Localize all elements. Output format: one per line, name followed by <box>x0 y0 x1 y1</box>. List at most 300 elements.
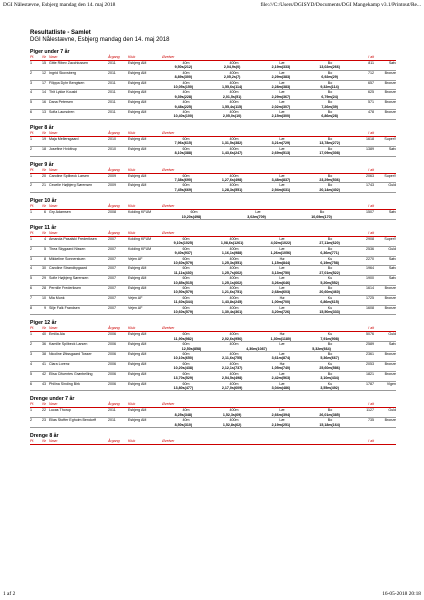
event-name: 60m <box>182 183 190 188</box>
event-result: 10,05s(150) <box>173 85 194 90</box>
total-points: 1614 <box>366 286 374 290</box>
col-klub: Klub <box>128 438 136 443</box>
medal-mark: Sølv <box>388 342 396 347</box>
row-results-line <box>30 310 396 314</box>
birth-year: 2011 <box>108 90 116 95</box>
event-result: 13,80s(477) <box>173 385 194 390</box>
birth-year: 2007 <box>108 256 116 261</box>
col-nr: Nr <box>42 326 46 331</box>
total-points: 811 <box>368 61 374 65</box>
row-indent <box>30 376 159 380</box>
event-result: 10,40s(100) <box>173 114 194 119</box>
athlete-name: Elias Stoffer Egholm Bendorff <box>49 418 97 423</box>
total-points: 712 <box>368 70 374 75</box>
event-result: 13,78m(272) <box>319 141 340 146</box>
row-results-line <box>30 413 396 417</box>
event-name: Ku <box>327 361 333 366</box>
bib-number: 28 <box>42 286 46 290</box>
event-result: 2,12,1s(737) <box>221 366 243 371</box>
col-points: I alt <box>368 326 374 331</box>
row-results-line <box>30 366 396 370</box>
event-name: Bo <box>327 408 333 413</box>
bib-number: 40 <box>42 332 46 337</box>
table-row <box>30 382 396 392</box>
col-ar: Årgang <box>108 438 120 443</box>
col-nr: Nr <box>42 167 46 172</box>
medal-mark: Bronze <box>384 70 396 75</box>
bib-number: 13 <box>42 110 46 115</box>
event-name: Hø <box>279 332 285 337</box>
athlete-name: Amanda Pasalski Frederiksen <box>49 236 97 241</box>
club-name: Vejen AF <box>128 295 143 300</box>
event-name: Ku <box>327 256 333 261</box>
row-results-line <box>30 423 396 427</box>
page-subtitle: DGI Nålestævne, Esbjerg mandag den 14. maj 2018 <box>30 37 170 43</box>
col-ovelser: Øvelser <box>162 438 175 443</box>
col-mark <box>374 402 396 407</box>
row-indent <box>30 347 159 351</box>
col-ar: Årgang <box>108 55 120 59</box>
event-name: Bo <box>327 342 333 347</box>
event-result: 1,15m(844) <box>271 260 291 265</box>
total-points: 2063 <box>366 173 374 178</box>
row-indent <box>30 241 159 245</box>
club-name: Esbjerg AM <box>128 418 147 423</box>
row-results-line <box>30 356 396 360</box>
row-indent <box>30 271 159 275</box>
row-tail <box>354 65 396 69</box>
event-result: 1,27,6s(498) <box>221 177 243 182</box>
bib-number: 36 <box>42 342 46 347</box>
placement: 4 <box>30 361 32 366</box>
medal-mark: Super!! <box>384 136 396 141</box>
row-results-line <box>30 347 396 351</box>
medal-mark: Sølv <box>388 276 396 281</box>
col-ar: Årgang <box>108 402 120 407</box>
col-ar: Årgang <box>108 230 120 235</box>
event-result: 2,19m(333) <box>271 65 291 70</box>
placement: 2 <box>30 342 32 347</box>
placement: 4 <box>30 266 32 271</box>
row-results-line <box>30 65 396 69</box>
event-result: 1,00m(700) <box>271 300 291 305</box>
table-row <box>30 332 396 342</box>
event-name: 60m <box>182 256 190 261</box>
birth-year: 2007 <box>108 286 116 290</box>
event-result: 10,50s(579) <box>173 290 194 295</box>
athlete-name: Gitte Ribev Zacchiussen <box>49 61 88 65</box>
row-tail <box>354 114 396 118</box>
placement: 1 <box>30 61 32 65</box>
total-points: 2270 <box>366 256 374 261</box>
event-name: 400m <box>229 80 239 85</box>
event-result: 6,86m(28) <box>321 114 338 119</box>
athlete-name: Filippa Dyhr Bengtsen <box>49 80 85 85</box>
club-name: Esbjerg AM <box>128 110 147 115</box>
total-points: 1964 <box>366 266 374 271</box>
section-title: Piger 8 år <box>30 124 54 131</box>
row-indent <box>30 413 159 417</box>
birth-year: 2007 <box>108 266 116 271</box>
print-header <box>3 2 421 8</box>
event-name: Ku <box>327 381 333 386</box>
col-points: I alt <box>368 167 374 172</box>
row-results-line <box>30 141 396 145</box>
row-results-line <box>30 290 396 294</box>
bib-number: 19 <box>42 136 46 141</box>
event-name: Ku <box>327 276 333 281</box>
col-navn: Navn <box>49 402 58 407</box>
col-klub: Klub <box>128 167 136 172</box>
total-points: 1725 <box>366 295 374 300</box>
club-name: Esbjerg AM <box>128 332 147 337</box>
table-row <box>30 90 396 100</box>
event-result: 2,05,0s(10) <box>222 114 242 119</box>
event-name: Læ <box>279 246 285 251</box>
event-name: Bo <box>327 286 333 290</box>
medal-mark: Sølv <box>388 61 396 65</box>
event-name: 40m <box>182 408 190 413</box>
row-tail <box>354 290 396 294</box>
document-body <box>30 30 396 445</box>
event-result: 8,10s(388) <box>174 151 193 156</box>
event-name: Bo <box>327 183 333 188</box>
bib-number: 9 <box>44 305 46 310</box>
col-mark <box>374 168 396 173</box>
event-name: 400m <box>229 381 239 386</box>
event-name: 60m <box>182 342 190 347</box>
medal-mark: Bronze <box>384 361 396 366</box>
event-name: 400m <box>229 418 239 423</box>
event-result: 2,02m(307) <box>271 104 291 109</box>
col-klub: Klub <box>128 130 136 135</box>
event-name: Hø <box>279 361 285 366</box>
total-points: 1507 <box>366 210 374 215</box>
event-result: 2,01,5s(51) <box>222 94 242 99</box>
event-result: 1,31,5s(382) <box>221 141 243 146</box>
col-ovelser: Øvelser <box>162 230 175 235</box>
event-result: 3,48m(837) <box>271 177 291 182</box>
birth-year: 2010 <box>108 136 116 141</box>
event-name: Læ <box>279 236 285 241</box>
col-ovelser: Øvelser <box>162 167 175 172</box>
event-name: 400m <box>229 295 239 300</box>
athlete-name: Gry Adamsen <box>49 210 71 215</box>
athlete-name: Sofia Laursdren <box>49 110 75 115</box>
athlete-name: Caroline Strandbygaard <box>49 266 87 271</box>
row-tail <box>354 366 396 370</box>
placement: 1 <box>30 332 32 337</box>
row-results-line <box>30 95 396 99</box>
event-result: 3,10m(434) <box>320 376 339 381</box>
club-name: Esbjerg AM <box>128 70 147 75</box>
athlete-name: Mia Munk <box>49 295 65 300</box>
event-result: 3,13m(750) <box>271 270 291 275</box>
placement: 2 <box>30 146 32 151</box>
table-row <box>30 210 396 220</box>
event-name: 40m <box>182 100 190 105</box>
athlete-name: Elisa Cifuentes Grønbelling <box>49 371 93 376</box>
club-name: Kolding KFUM <box>128 210 152 215</box>
event-name: 400m <box>229 70 239 75</box>
print-header-right: file:///C:/Users/DGISYD/Documents/DGI Mangekamp v3.1/Printout/Re... <box>260 2 421 8</box>
col-ar: Årgang <box>108 130 120 135</box>
bib-number: 12 <box>42 70 46 75</box>
table-row <box>30 296 396 306</box>
birth-year: 2009 <box>108 173 116 178</box>
page-number: 1 af 2 <box>3 591 16 597</box>
row-indent <box>30 310 159 314</box>
club-name: Esbjerg AM <box>128 100 147 105</box>
placement: 2 <box>30 418 32 423</box>
row-tail <box>354 281 396 285</box>
club-name: Esbjerg AM <box>128 371 147 376</box>
row-tail <box>354 141 396 145</box>
bib-number: 30 <box>42 266 46 271</box>
event-name: Bo <box>327 418 333 423</box>
event-result: 3,20m(726) <box>271 310 291 315</box>
bib-number: 29 <box>42 276 46 281</box>
event-name: Ku <box>327 332 333 337</box>
event-name: Læ <box>279 276 285 281</box>
event-name: 400m <box>229 276 239 281</box>
event-result: 9,40s(937) <box>174 251 193 256</box>
placement: 6 <box>30 381 32 386</box>
col-points: I alt <box>368 130 374 135</box>
total-points: 571 <box>368 100 374 105</box>
col-navn: Navn <box>49 130 58 135</box>
bib-number: 22 <box>42 408 46 413</box>
table-row <box>30 247 396 257</box>
row-tail <box>354 413 396 417</box>
event-result: 9,39s(228) <box>174 94 193 99</box>
event-name: Læ <box>279 342 285 347</box>
col-mark <box>374 204 396 209</box>
column-header <box>30 439 396 445</box>
medal-mark: Sølv <box>388 266 396 271</box>
event-name: 60m <box>190 210 198 215</box>
bib-number: 8 <box>44 256 46 261</box>
row-indent <box>30 75 159 79</box>
club-name: Esbjerg AM <box>128 361 147 366</box>
col-nr: Nr <box>42 402 46 407</box>
athlete-name: Pernille Frederiksen <box>49 286 81 290</box>
club-name: Esbjerg AM <box>128 381 147 386</box>
row-tail <box>354 188 396 192</box>
event-name: 60m <box>182 295 190 300</box>
row-tail <box>354 386 396 390</box>
birth-year: 2011 <box>108 110 116 115</box>
table-row <box>30 81 396 91</box>
event-name: 400m <box>229 286 239 290</box>
event-result: 27,11m(620) <box>319 241 340 246</box>
event-result: 10,85s(515) <box>173 280 194 285</box>
col-navn: Navn <box>49 326 58 331</box>
placement: 3 <box>30 80 32 85</box>
athlete-name: Lucas Thorup <box>49 408 71 413</box>
placement: 1 <box>30 136 32 141</box>
event-name: Bo <box>327 100 333 105</box>
row-results-line <box>30 75 396 79</box>
section-title: Piger 11 år <box>30 224 57 231</box>
section <box>30 49 396 120</box>
placement: 8 <box>30 305 32 310</box>
col-klub: Klub <box>128 204 136 209</box>
event-result: 2,94m(631) <box>271 187 291 192</box>
placement: 4 <box>30 90 32 95</box>
row-indent <box>30 251 159 255</box>
athlete-name: Cecelie Højbjerg Sørensen <box>49 183 93 188</box>
event-result: 7,38s(690) <box>174 177 193 182</box>
table-row <box>30 286 396 296</box>
row-tail <box>354 356 396 360</box>
medal-mark: Bronze <box>384 90 396 95</box>
event-name: Læ <box>279 286 285 290</box>
medal-mark: Bronze <box>384 418 396 423</box>
athlete-name: Thea Skygaard Nissen <box>49 246 86 251</box>
col-ovelser: Øvelser <box>162 402 175 407</box>
club-name: Esbjerg AM <box>128 342 147 347</box>
event-name: 40m <box>182 418 190 423</box>
event-result: 3,61m(874) <box>271 356 291 361</box>
event-name: Bo <box>327 61 333 65</box>
medal-mark: Bronze <box>384 110 396 115</box>
page-title: Resultatliste - Samlet <box>30 30 91 36</box>
event-name: 60m <box>182 266 190 271</box>
medal-mark: Sølv <box>388 210 396 215</box>
birth-year: 2011 <box>108 418 116 423</box>
event-name: 400m <box>229 90 239 95</box>
total-points: 625 <box>368 90 374 95</box>
col-points: I alt <box>368 230 374 235</box>
event-result: 9,32m(114) <box>320 85 339 90</box>
event-result: 1,26m(1056) <box>270 251 292 256</box>
medal-mark: Bronze <box>384 371 396 376</box>
bib-number: 10 <box>42 295 46 300</box>
event-result: 10,69m(170) <box>311 214 332 219</box>
table-row <box>30 276 396 286</box>
event-result: 3,02m(709) <box>247 214 266 219</box>
table-row <box>30 257 396 267</box>
row-indent <box>30 178 159 182</box>
event-result: 11,11s(430) <box>173 270 193 275</box>
event-name: 60m <box>182 352 190 357</box>
event-name: Bo <box>327 90 333 95</box>
row-results-line <box>30 241 396 245</box>
event-name: Læ <box>279 80 285 85</box>
medal-mark: Guld <box>388 183 396 188</box>
medal-mark: Guld <box>388 332 396 337</box>
club-name: Esbjerg AM <box>128 183 147 188</box>
row-indent <box>30 423 159 427</box>
print-timestamp: 16-05-2018 20:18 <box>382 591 421 597</box>
event-result: 1,30m(1180) <box>270 336 292 341</box>
event-name: 60m <box>182 361 190 366</box>
col-mark <box>374 439 396 444</box>
row-indent <box>30 105 159 109</box>
event-result: 13,70s(529) <box>173 376 194 381</box>
bib-number: 17 <box>42 80 46 85</box>
event-result: 2,28m(383) <box>271 85 291 90</box>
row-results-line <box>30 251 396 255</box>
event-result: 1,55,6s(114) <box>222 85 243 90</box>
row-tail <box>354 95 396 99</box>
event-name: Læ <box>279 173 285 178</box>
total-points: 735 <box>368 418 374 423</box>
section <box>30 320 396 391</box>
print-footer <box>3 591 421 597</box>
event-result: 1,55,4s(115) <box>222 104 243 109</box>
row-tail <box>354 178 396 182</box>
event-name: 60m <box>182 332 190 337</box>
results-sections <box>30 49 396 445</box>
event-result: 2,11,6s(755) <box>222 356 243 361</box>
row-indent <box>30 386 159 390</box>
bib-number: 16 <box>42 100 46 105</box>
event-name: Læ <box>255 210 261 215</box>
placement: 6 <box>30 286 32 290</box>
birth-year: 2007 <box>108 276 116 281</box>
section <box>30 162 396 194</box>
row-indent <box>30 114 159 118</box>
table-row <box>30 147 396 157</box>
placement: 1 <box>30 408 32 413</box>
col-ovelser: Øvelser <box>162 204 175 209</box>
event-result: 7,26m(39) <box>321 104 338 109</box>
table-row <box>30 61 396 71</box>
col-navn: Navn <box>49 167 58 172</box>
total-points: 657 <box>368 80 374 85</box>
birth-year: 2007 <box>108 305 116 310</box>
col-pl: Pl. <box>30 438 35 443</box>
total-points: 2361 <box>366 352 374 357</box>
event-name: 60m <box>182 286 190 290</box>
event-name: Bo <box>327 352 333 357</box>
event-result: 2,66m(394) <box>271 412 291 417</box>
event-name: Læ <box>279 408 285 413</box>
event-name: Bo <box>327 110 333 115</box>
bib-number: 23 <box>42 418 46 423</box>
col-points: I alt <box>368 55 374 59</box>
section <box>30 225 396 316</box>
row-tail <box>354 261 396 265</box>
birth-year: 2006 <box>108 361 116 366</box>
row-results-line <box>30 271 396 275</box>
row-results-line <box>30 281 396 285</box>
row-indent <box>30 261 159 265</box>
event-result: 9,50s(212) <box>174 65 193 70</box>
event-name: Læ <box>279 90 285 95</box>
birth-year: 2007 <box>108 236 116 241</box>
athlete-name: Silje Falk Frandsen <box>49 305 80 310</box>
event-result: 2,02,6s(956) <box>221 336 243 341</box>
event-result: 6,92m(29) <box>321 75 338 80</box>
athlete-name: Clara Lorenz <box>49 361 70 366</box>
table-row <box>30 174 396 184</box>
col-navn: Navn <box>49 438 58 443</box>
event-name: 60m <box>182 371 190 376</box>
placement: 5 <box>30 276 32 281</box>
row-results-line <box>30 300 396 304</box>
event-result: 2,29m(367) <box>271 94 291 99</box>
table-row <box>30 408 396 418</box>
bib-number: 14 <box>42 90 46 95</box>
section <box>30 198 396 220</box>
table-row <box>30 372 396 382</box>
event-result: 4,30m(1087) <box>246 346 267 351</box>
total-points: 1821 <box>366 371 374 376</box>
table-row <box>30 237 396 247</box>
